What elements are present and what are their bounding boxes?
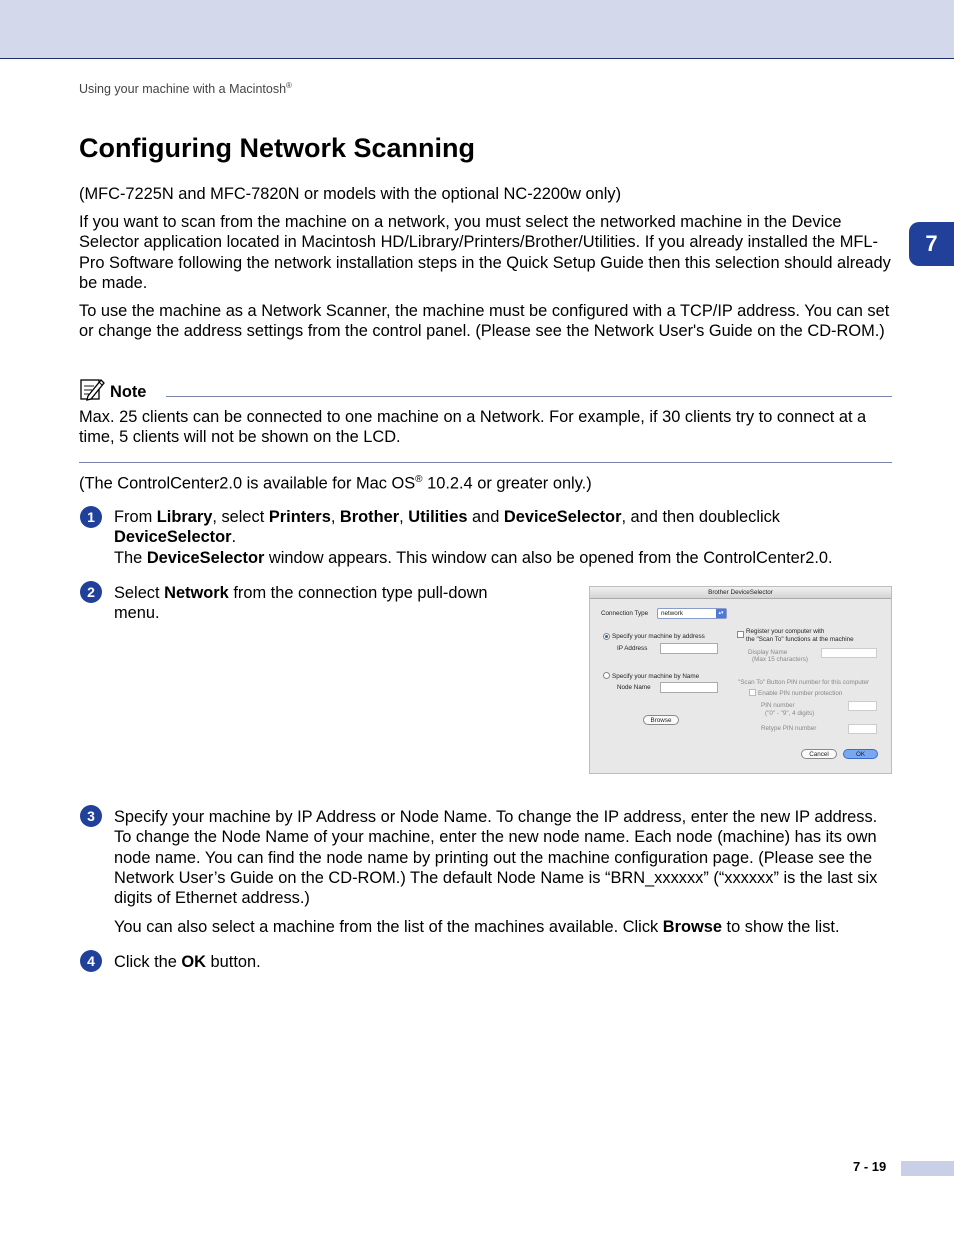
note-pencil-icon bbox=[79, 377, 105, 401]
step-2-badge: 2 bbox=[80, 581, 102, 603]
display-name-hint: (Max 15 characters) bbox=[752, 656, 808, 663]
footer-band bbox=[901, 1161, 954, 1176]
cancel-button[interactable]: Cancel bbox=[801, 749, 837, 759]
intro-paragraph-1: If you want to scan from the machine on a network, you must select the networked machine in the Device Selector application located in Macintosh HD/Library/Printers/Brother/Utilities. If you already installed the MFL-Pro Software following the network installation steps in the Quick Setup Guide then this selection should already be made. bbox=[79, 213, 891, 292]
register-checkbox[interactable] bbox=[737, 631, 744, 638]
node-name-label: Node Name bbox=[617, 684, 651, 691]
availability-text: (The ControlCenter2.0 is available for Mac OS® 10.2.4 or greater only.) bbox=[79, 474, 592, 493]
intro-paragraph-2: To use the machine as a Network Scanner, the machine must be configured with a TCP/IP address. You can set or change the address settings from the control panel. (Please see the Network User's Guide on the CD-ROM.) bbox=[79, 302, 890, 341]
enable-pin-checkbox[interactable] bbox=[749, 689, 756, 696]
step-3-badge: 3 bbox=[80, 805, 102, 827]
radio-by-name[interactable] bbox=[603, 672, 610, 679]
page-title: Configuring Network Scanning bbox=[79, 133, 475, 163]
retype-pin-label: Retype PIN number bbox=[761, 725, 817, 732]
register-label-1: Register your computer with bbox=[746, 628, 825, 635]
models-note: (MFC-7225N and MFC-7820N or models with the optional NC-2200w only) bbox=[79, 185, 622, 203]
note-bottom-divider bbox=[79, 462, 892, 463]
step-4-text: Click the OK button. bbox=[114, 953, 261, 971]
chapter-tab: 7 bbox=[909, 222, 954, 266]
updown-arrow-icon: ▴▾ bbox=[716, 609, 726, 618]
enable-pin-label: Enable PIN number protection bbox=[758, 690, 843, 697]
display-name-field[interactable] bbox=[821, 648, 877, 658]
note-label: Note bbox=[110, 383, 147, 401]
pin-heading: "Scan To" Button PIN number for this computer bbox=[738, 679, 870, 686]
pin-number-hint: ("0" - "9", 4 digits) bbox=[765, 710, 815, 717]
register-label-2: the "Scan To" functions at the machine bbox=[746, 636, 854, 643]
step-4-badge: 4 bbox=[80, 950, 102, 972]
browse-button[interactable]: Browse bbox=[643, 715, 679, 725]
display-name-label: Display Name bbox=[748, 649, 788, 656]
connection-type-select[interactable]: network ▴▾ bbox=[657, 608, 727, 619]
step-3-text: Specify your machine by IP Address or Node Name. To change the IP address, enter the new IP address. To change the Node Name of your machine, enter the new node name. Each node (machine) has its own node name. You can find the node name by printing out the machine configuration page. (Please see the Network User’s Guide on the CD-ROM.) The default Node Name is “BRN_xxxxxx” (“xxxxxx” is the last six digits of Ethernet address.) bbox=[114, 808, 878, 908]
pin-number-field[interactable] bbox=[848, 701, 877, 711]
dialog-title: Brother DeviceSelector bbox=[590, 587, 891, 599]
by-address-label: Specify your machine by address bbox=[612, 633, 705, 640]
note-text: Max. 25 clients can be connected to one machine on a Network. For example, if 30 clients try to connect at a time, 5 clients will not be shown on the LCD. bbox=[79, 408, 867, 447]
step-2-text: Select Network from the connection type pull-down menu. bbox=[114, 584, 488, 623]
ok-button[interactable]: OK bbox=[843, 749, 878, 759]
note-header bbox=[79, 376, 892, 402]
by-name-label: Specify your machine by Name bbox=[612, 673, 700, 680]
page-number: 7 - 19 bbox=[853, 1159, 887, 1174]
radio-by-address[interactable] bbox=[603, 633, 610, 640]
step-1-text: From Library, select Printers, Brother, Utilities and DeviceSelector, and then doubleclick DeviceSelector. The DeviceSelector window appears. This window can also be opened from the ControlCenter2.0. bbox=[114, 508, 833, 567]
running-header: Using your machine with a Macintosh® bbox=[79, 81, 292, 97]
connection-type-label: Connection Type bbox=[601, 610, 649, 617]
top-band bbox=[0, 0, 954, 59]
ip-address-label: IP Address bbox=[617, 645, 648, 652]
pin-number-label: PIN number bbox=[761, 702, 795, 709]
note-divider bbox=[166, 396, 892, 397]
device-selector-dialog bbox=[589, 586, 892, 774]
retype-pin-field[interactable] bbox=[848, 724, 877, 734]
step-3-browse-text: You can also select a machine from the list of the machines available. Click Browse to show the list. bbox=[114, 918, 840, 936]
step-1-badge: 1 bbox=[80, 506, 102, 528]
node-name-field[interactable] bbox=[660, 682, 718, 693]
ip-address-field[interactable] bbox=[660, 643, 718, 654]
